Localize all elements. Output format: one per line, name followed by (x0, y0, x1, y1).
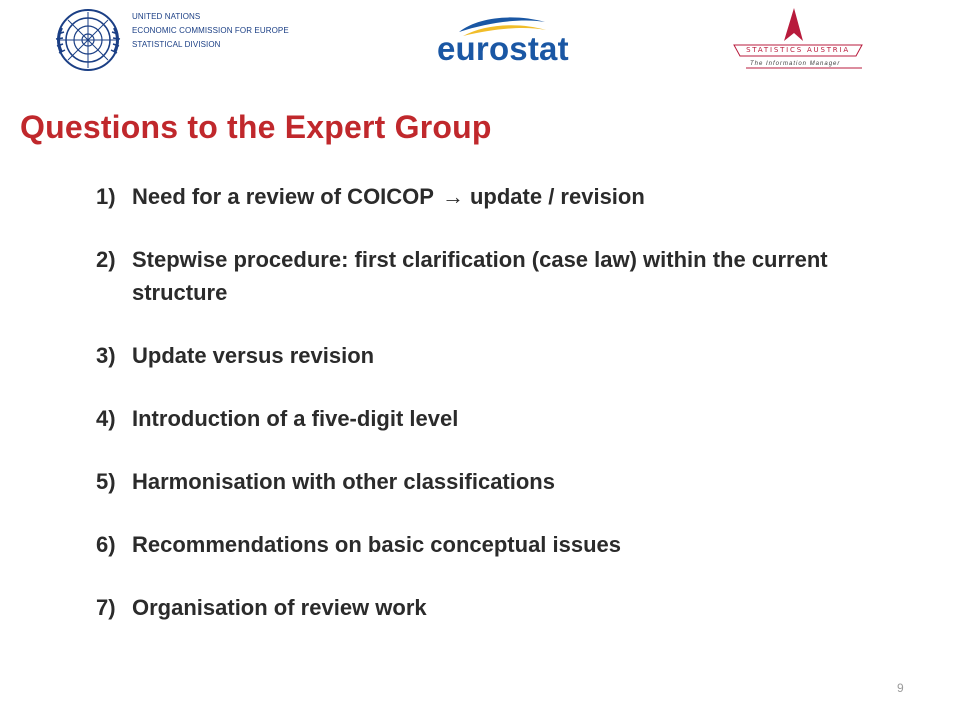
un-org-line-1: UNITED NATIONS (132, 12, 201, 21)
un-ece-text (132, 10, 289, 52)
questions-list (96, 180, 896, 624)
statistics-austria-wordmark: STATISTICS AUSTRIA (746, 46, 850, 54)
question-number: 2) (96, 247, 116, 272)
question-item-2 (96, 243, 896, 309)
question-item-3 (96, 339, 896, 372)
question-number: 6) (96, 532, 116, 557)
question-text: Organisation of review work (132, 595, 427, 620)
question-text: Introduction of a five-digit level (132, 406, 459, 431)
un-org-line-2: ECONOMIC COMMISSION FOR EUROPE (132, 26, 289, 35)
question-text: Update versus revision (132, 343, 375, 368)
question-number: 3) (96, 343, 116, 368)
page-number: 9 (897, 681, 904, 695)
question-text-continued: update / revision (469, 184, 645, 209)
question-text: Recommendations on basic conceptual issues (132, 532, 622, 557)
question-text: Stepwise procedure: first clarification (case law) within the current structure (132, 247, 828, 305)
right-arrow-icon: → (441, 184, 464, 209)
question-item-6 (96, 528, 896, 561)
question-item-7 (96, 591, 896, 624)
statistics-austria-tagline: The Information Manager (750, 61, 841, 67)
question-text: Need for a review of COICOP (132, 184, 434, 209)
logo-header (0, 0, 960, 80)
question-item-5 (96, 465, 896, 498)
question-number: 4) (96, 406, 116, 431)
eurostat-wordmark: eurostat (437, 30, 569, 67)
page-title: Questions to the Expert Group (20, 109, 492, 145)
united-nations-emblem-icon (52, 4, 124, 76)
question-number: 5) (96, 469, 116, 494)
question-number: 1) (96, 184, 116, 209)
statistics-austria-logo (726, 6, 870, 76)
question-number: 7) (96, 595, 116, 620)
question-item-1 (96, 180, 896, 213)
eurostat-logo (437, 12, 569, 68)
question-text: Harmonisation with other classifications (132, 469, 555, 494)
un-org-line-3: STATISTICAL DIVISION (132, 40, 221, 49)
question-item-4 (96, 402, 896, 435)
